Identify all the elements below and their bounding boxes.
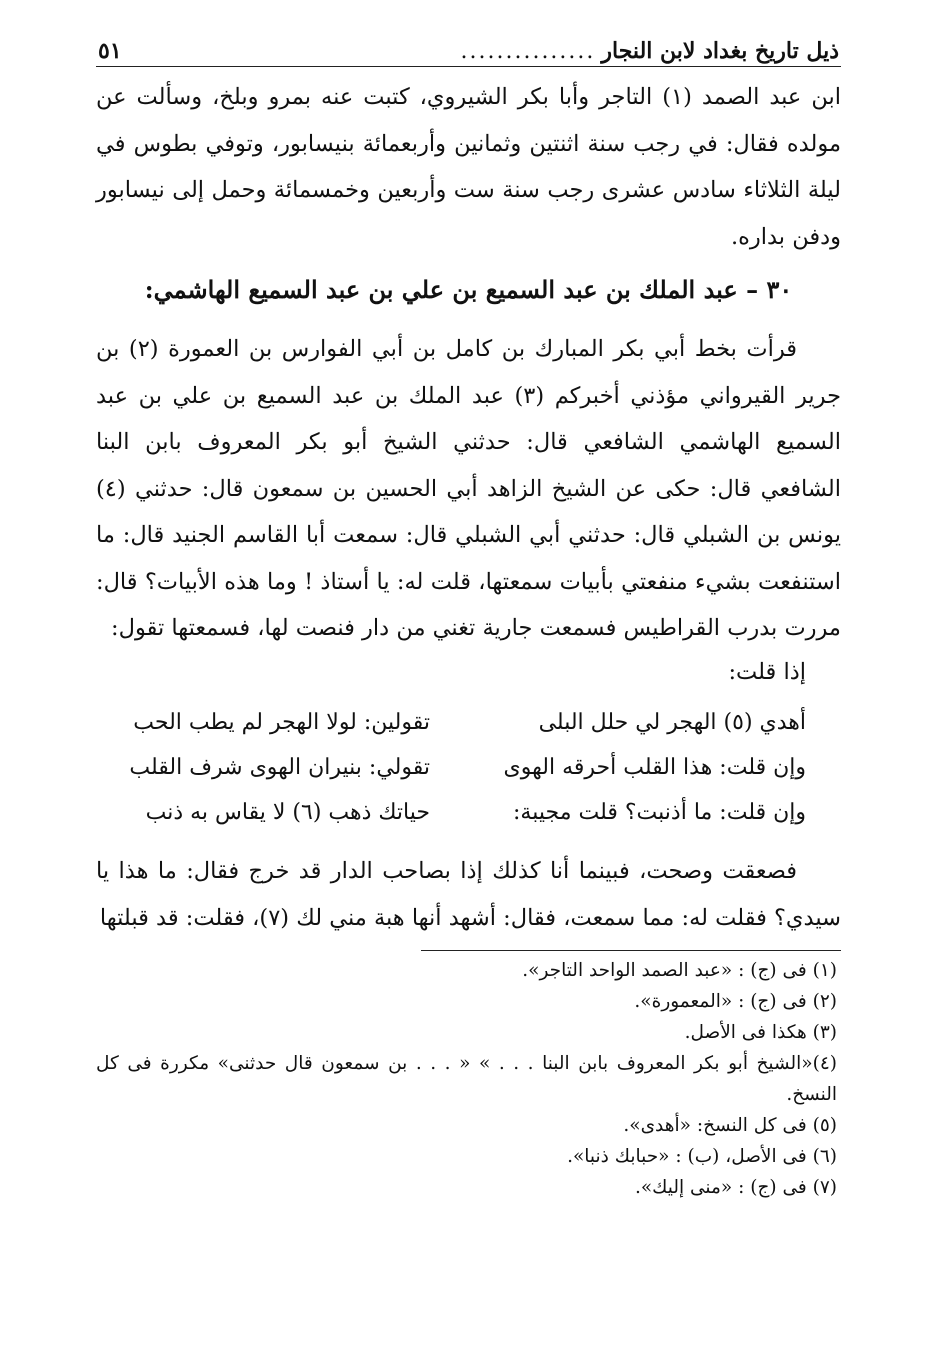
poem-verses — [130, 700, 806, 835]
footnote: (٦) فى الأصل، (ب) : «حبابك ذنبا». — [567, 1146, 837, 1167]
verse-row — [130, 745, 806, 790]
verse-row — [130, 790, 806, 835]
footnote: (١) فى (ج) : «عبد الصمد الواحد التاجر». — [522, 960, 837, 981]
section-title: ٣٠ – عبد الملك بن عبد السميع بن علي بن عبد السميع الهاشمي: — [144, 275, 793, 304]
verse-first-hemistich: أهدي (٥) الهجر لي حلل البلى — [538, 710, 806, 735]
footnote: (٧) فى (ج) : «منى إليك». — [634, 1177, 837, 1198]
page-number: ٥١ — [98, 38, 122, 64]
verse-first-hemistich: وإن قلت: ما أذنبت؟ قلت مجيبة: — [513, 800, 806, 825]
running-header — [98, 30, 839, 64]
verse-intro: إذا قلت: — [728, 659, 806, 685]
footnote: (٣) هكذا فى الأصل. — [684, 1022, 837, 1043]
verse-first-hemistich: وإن قلت: هذا القلب أحرقه الهوى — [503, 755, 806, 780]
footnotes — [96, 955, 837, 1203]
footnote: (٢) فى (ج) : «المعمورة». — [634, 991, 837, 1012]
header-rule — [96, 66, 841, 67]
main-paragraph: قرأت بخط أبي بكر المبارك بن كامل بن أبي الفوارس بن العمورة (٢) بن جرير القيرواني مؤذني أخبركم (٣) عبد الملك بن عبد السميع بن علي بن عبد السميع الهاشمي الشافعي قال: حدثني الشيخ أبو بكر المعروف بابن البنا الشافعي قال: حكى عن الشيخ الزاهد أبي الحسين بن سمعون قال: حدثني (٤) يونس بن الشبلي قال: حدثني أبي الشبلي قال: سمعت أبا القاسم الجنيد قال: ما استنفعت بشيء منفعتي بأبيات سمعتها، قلت له: يا أستاذ ! وما هذه الأبيات؟ قال: مررت بدرب القراطيس فسمعت جارية تغني من دار فنصت لها، فسمعتها تقول: — [96, 336, 842, 641]
intro-paragraph: ابن عبد الصمد (١) التاجر وأبا بكر الشيروي، كتبت عنه بمرو وبلخ، وسألت عن مولده فقال: في رجب سنة اثنتين وثمانين وأربعمائة بنيسابور، وتوفي بطوس في ليلة الثلاثاء سادس عشرى رجب سنة ست وأربعين وخمسمائة وحمل إلى نيسابور ودفن بداره. — [96, 84, 842, 250]
verse-row — [130, 700, 806, 745]
closing-paragraph: فصعقت وصحت، فبينما أنا كذلك إذا بصاحب الدار قد خرج فقال: ما هذا يا سيدي؟ فقلت له: مما سمعت، فقال: أشهد أنها هبة مني لك (٧)، فقلت: قد قبلتها — [96, 858, 841, 931]
footnote: (٤)«الشيخ أبو بكر المعروف بابن البنا . . . » « . . . بن سمعون قال حدثنى» مكررة فى كل النسخ. — [96, 1053, 837, 1105]
footnote: (٥) فى كل النسخ: «أهدى». — [623, 1115, 837, 1136]
verse-second-hemistich: حياتك ذهب (٦) لا يقاس به ذنب — [145, 800, 430, 825]
verse-second-hemistich: تقولي: بنيران الهوى شرف القلب — [129, 755, 430, 780]
header-title: ذيل تاريخ بغداد لابن النجار — [601, 38, 839, 64]
footnote-rule — [421, 950, 841, 951]
header-dots: ............... — [460, 39, 596, 64]
verse-second-hemistich: تقولين: لولا الهجر لم يطب الحب — [133, 710, 430, 735]
